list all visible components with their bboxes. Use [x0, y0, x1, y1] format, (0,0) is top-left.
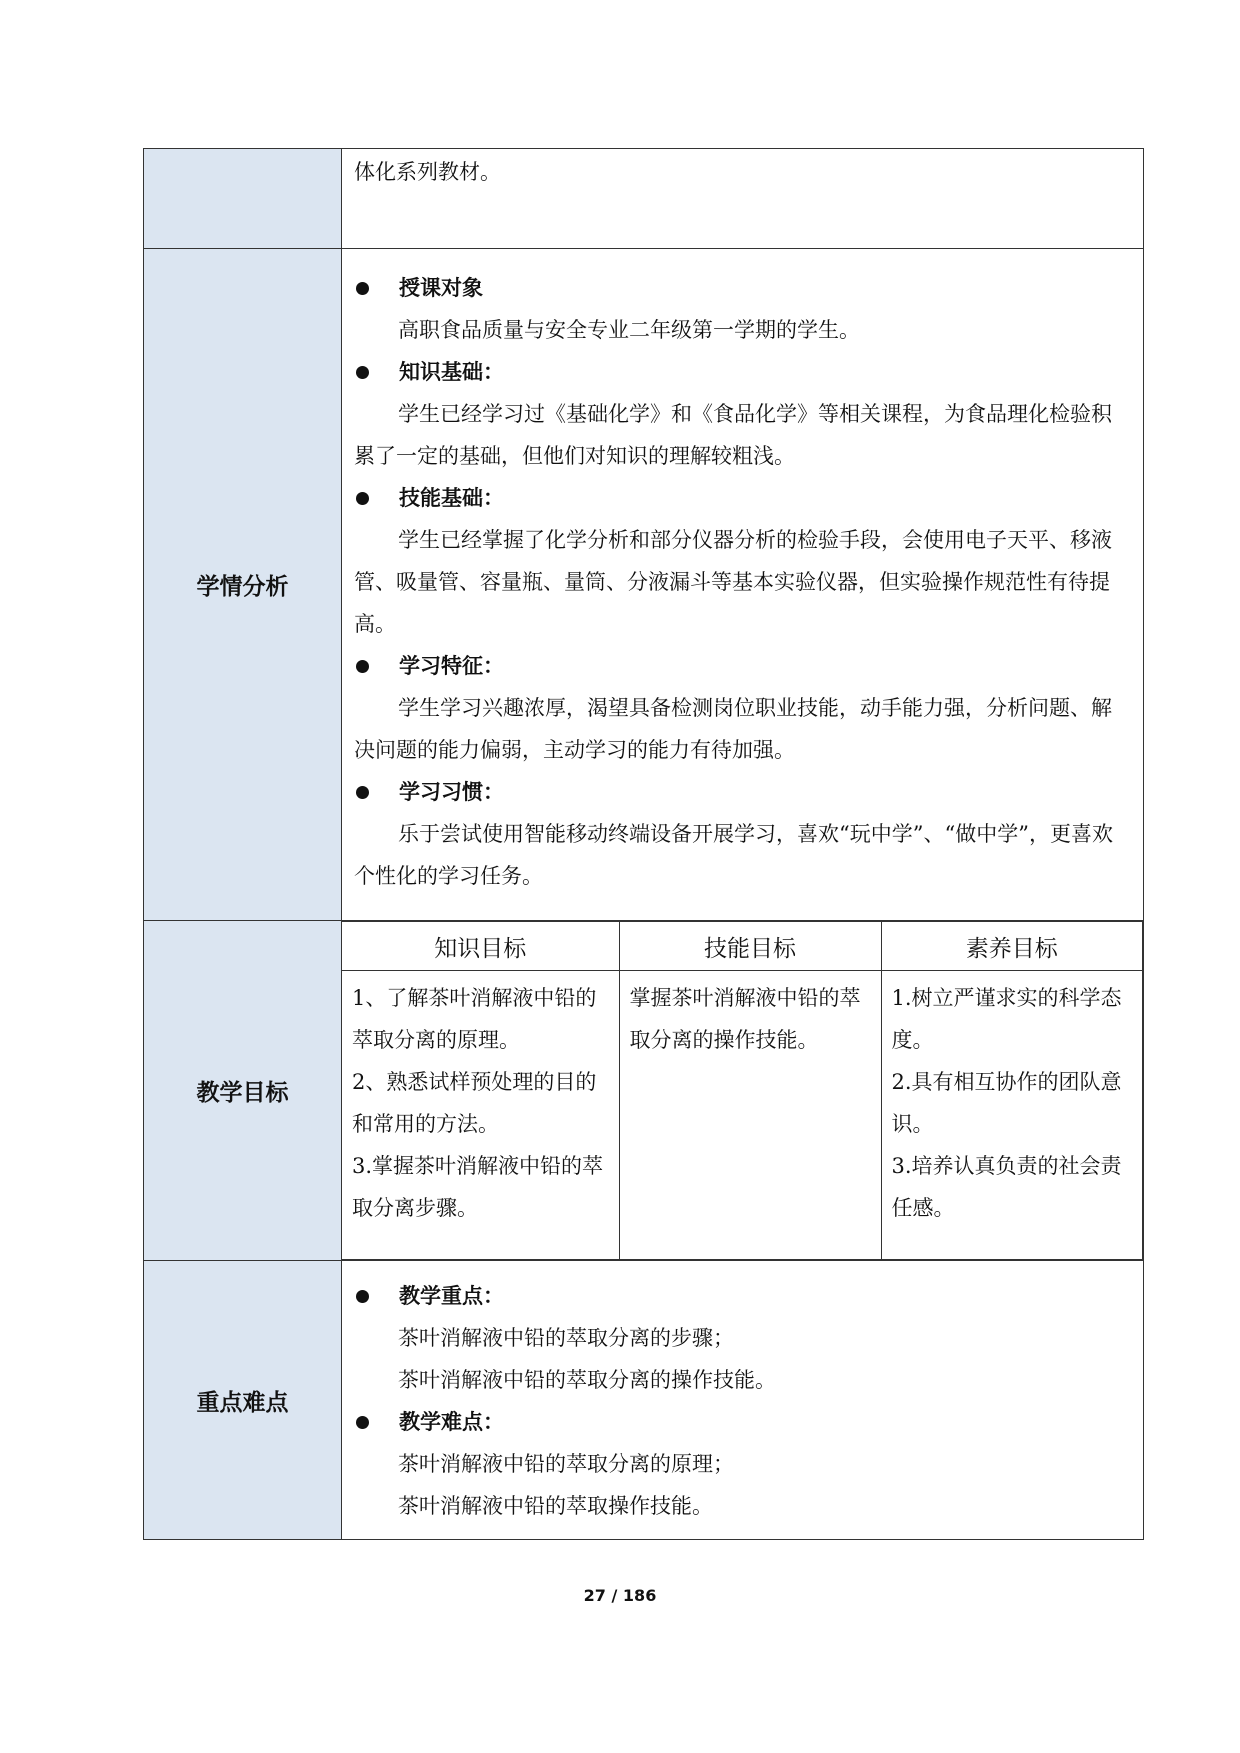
bullet-icon	[356, 282, 369, 295]
bullet-icon	[356, 366, 369, 379]
section-text: 茶叶消解液中铅的萃取分离的步骤；	[398, 1326, 734, 1350]
goals-header-skill: 技能目标	[619, 922, 881, 971]
teaching-goals-cell	[342, 921, 1144, 1261]
section-learning-traits	[354, 645, 1131, 771]
page-number: 27 / 186	[583, 1586, 657, 1605]
section-heading: 授课对象	[399, 276, 483, 300]
list-item: 3.培养认真负责的社会责任感。	[891, 1154, 1122, 1220]
continuation-cell	[342, 149, 1144, 249]
section-heading: 教学重点：	[399, 1284, 504, 1308]
table-row	[144, 249, 1144, 921]
section-skill-base	[354, 477, 1131, 645]
section-text: 学生已经学习过《基础化学》和《食品化学》等相关课程，为食品理化检验积累了一定的基础，但他们对知识的理解较粗浅。	[354, 402, 1112, 468]
section-text: 学生已经掌握了化学分析和部分仪器分析的检验手段，会使用电子天平、移液管、吸量管、容量瓶、量筒、分液漏斗等基本实验仪器，但实验操作规范性有待提高。	[354, 528, 1112, 636]
table-row	[144, 1261, 1144, 1540]
continuation-text: 体化系列教材。	[354, 160, 501, 184]
bullet-icon	[356, 1290, 369, 1303]
goals-header-row	[342, 922, 1143, 971]
bullet-icon	[356, 492, 369, 505]
student-analysis-cell	[342, 249, 1144, 921]
table-row	[144, 149, 1144, 249]
section-difficult-points	[354, 1401, 1131, 1527]
bullet-icon	[356, 1416, 369, 1429]
literacy-goals	[881, 971, 1143, 1260]
key-points-cell	[342, 1261, 1144, 1540]
section-text: 茶叶消解液中铅的萃取操作技能。	[398, 1494, 713, 1518]
goals-body-row	[342, 971, 1143, 1260]
list-item: 3.掌握茶叶消解液中铅的萃取分离步骤。	[352, 1154, 604, 1220]
section-heading: 学习习惯：	[399, 780, 504, 804]
bullet-icon	[356, 786, 369, 799]
section-text: 茶叶消解液中铅的萃取分离的操作技能。	[398, 1368, 776, 1392]
knowledge-goals	[342, 971, 619, 1260]
row-label-student-analysis: 学情分析	[144, 249, 342, 921]
skill-goals	[619, 971, 881, 1260]
table-row	[144, 921, 1144, 1261]
section-heading: 技能基础：	[399, 486, 504, 510]
list-item: 2.具有相互协作的团队意识。	[891, 1070, 1122, 1136]
section-heading: 学习特征：	[399, 654, 504, 678]
row-label-key-points: 重点难点	[144, 1261, 342, 1540]
row-label-empty	[144, 149, 342, 249]
list-item: 掌握茶叶消解液中铅的萃取分离的操作技能。	[629, 986, 861, 1052]
bullet-icon	[356, 660, 369, 673]
row-label-teaching-goals: 教学目标	[144, 921, 342, 1261]
goals-header-literacy: 素养目标	[881, 922, 1143, 971]
section-heading: 知识基础：	[399, 360, 504, 384]
lesson-plan-table	[143, 148, 1144, 1540]
section-text: 高职食品质量与安全专业二年级第一学期的学生。	[398, 318, 860, 342]
list-item: 1.树立严谨求实的科学态度。	[891, 986, 1122, 1052]
goals-subtable	[342, 921, 1143, 1260]
section-text: 茶叶消解液中铅的萃取分离的原理；	[398, 1452, 734, 1476]
section-heading: 教学难点：	[399, 1410, 504, 1434]
list-item: 2、熟悉试样预处理的目的和常用的方法。	[352, 1070, 597, 1136]
section-text: 学生学习兴趣浓厚，渴望具备检测岗位职业技能，动手能力强，分析问题、解决问题的能力偏弱，主动学习的能力有待加强。	[354, 696, 1112, 762]
section-knowledge-base	[354, 351, 1131, 477]
list-item: 1、了解茶叶消解液中铅的萃取分离的原理。	[352, 986, 597, 1052]
section-text: 乐于尝试使用智能移动终端设备开展学习，喜欢“玩中学”、“做中学”，更喜欢个性化的学习任务。	[354, 822, 1113, 888]
section-learning-habits	[354, 771, 1131, 897]
goals-header-knowledge: 知识目标	[342, 922, 619, 971]
section-audience	[354, 267, 1131, 351]
section-key-points	[354, 1275, 1131, 1401]
